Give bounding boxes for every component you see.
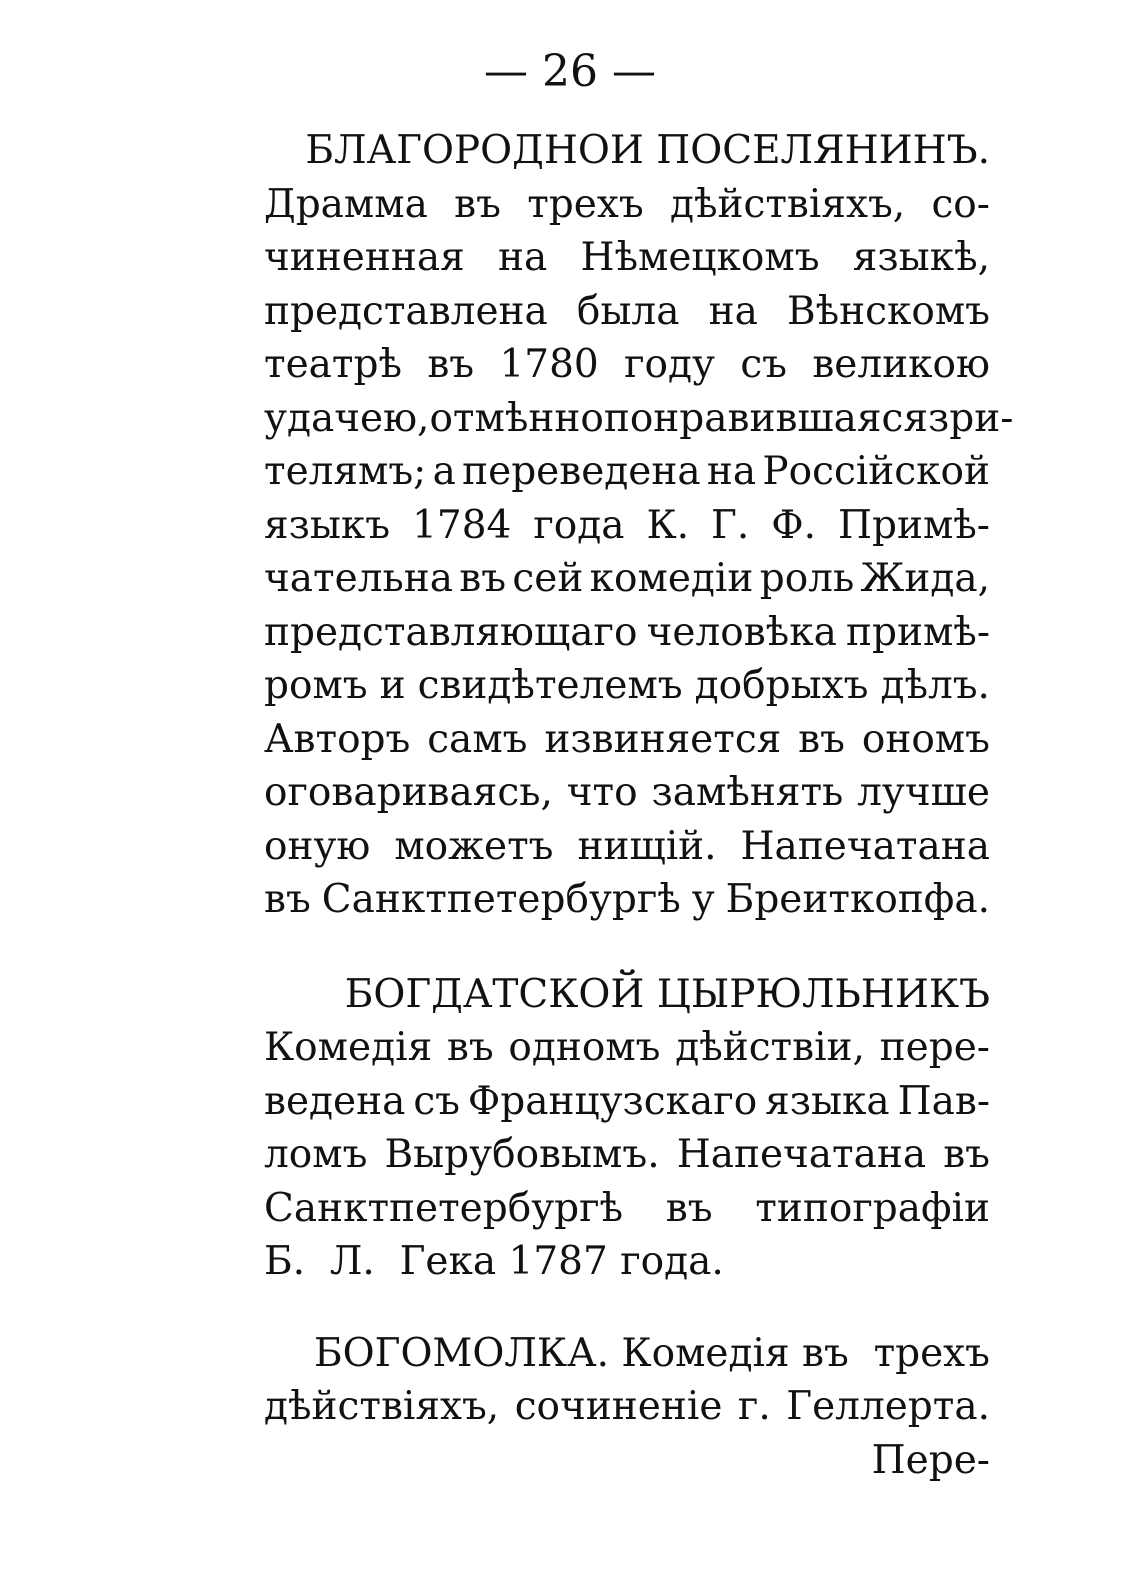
text-line — [264, 338, 990, 392]
word: въ — [459, 556, 507, 601]
word: на — [497, 235, 548, 280]
word: примѣ- — [846, 609, 990, 655]
text-line — [264, 606, 990, 660]
text-line — [264, 178, 990, 232]
word: въ — [264, 877, 311, 922]
word: отмѣнно — [429, 395, 604, 441]
word: 1784 — [412, 502, 512, 548]
catchword — [264, 1434, 990, 1488]
word: языкъ — [264, 502, 391, 548]
word: со- — [931, 181, 990, 227]
word: Французскаго — [467, 1078, 758, 1124]
word: Пере- — [871, 1437, 990, 1483]
word: зри- — [927, 395, 1014, 441]
text-line — [264, 873, 990, 927]
word: представляющаго — [264, 609, 638, 655]
word: Комедія — [621, 1330, 790, 1376]
word: можетъ — [394, 823, 554, 869]
word: въ — [798, 716, 845, 762]
text-line — [264, 1182, 990, 1236]
word: г. — [737, 1384, 771, 1429]
text-line — [264, 231, 990, 285]
entry-separator — [264, 927, 990, 968]
word: лучше — [857, 770, 990, 815]
word: Напечатана — [740, 823, 990, 869]
text-line — [264, 713, 990, 767]
word: а — [432, 449, 456, 494]
entry-separator — [264, 1289, 990, 1327]
entry-title — [264, 968, 990, 1022]
word: Геллерта. — [786, 1384, 990, 1429]
word: замѣнять — [651, 770, 844, 815]
word: сей — [512, 556, 584, 601]
word: добрыхъ — [694, 663, 869, 708]
word: трехъ — [873, 1330, 990, 1376]
word: Россійской — [762, 449, 990, 494]
word: человѣка — [646, 609, 837, 655]
word: года. — [620, 1239, 724, 1284]
word: Вырубовымъ. — [384, 1132, 660, 1177]
word: трехъ — [527, 181, 644, 227]
text-line — [264, 1021, 990, 1075]
word: Санктпетербургѣ — [321, 877, 681, 922]
word: года — [533, 502, 625, 548]
word: что — [566, 770, 638, 815]
word: чиненная — [264, 235, 465, 280]
word: Б. — [264, 1239, 306, 1284]
word: Ф. — [771, 502, 817, 548]
word: дѣйствіяхъ, — [264, 1384, 500, 1429]
word: году — [624, 342, 715, 387]
word: на — [706, 449, 757, 494]
word: комедіи — [589, 556, 754, 601]
word: Драмма — [264, 181, 428, 227]
word: Комедія — [264, 1025, 433, 1070]
text-column — [264, 124, 1014, 1487]
word: БЛАГОРОДНОИ ПОСЕЛЯНИНЪ. — [305, 128, 990, 173]
text-line — [264, 445, 990, 499]
word: оную — [264, 823, 371, 869]
text-line — [264, 392, 1014, 446]
word: ономъ — [861, 716, 990, 762]
text-line — [264, 659, 990, 713]
word: Вѣнскомъ — [786, 288, 990, 334]
word: К. — [646, 502, 690, 548]
text-line — [264, 766, 990, 820]
word: театрѣ — [264, 342, 402, 387]
text-line — [264, 499, 990, 553]
word: Примѣ- — [837, 502, 990, 548]
text-line — [264, 1128, 990, 1182]
word: типографіи — [755, 1185, 990, 1231]
page-number: — 26 — — [484, 46, 656, 97]
word: Санктпетербургѣ — [264, 1185, 624, 1231]
word: съ — [740, 342, 787, 387]
word: Гека — [399, 1239, 497, 1284]
word: одномъ — [508, 1025, 661, 1070]
word: представлена — [264, 288, 548, 334]
word: Л. — [329, 1239, 375, 1284]
entry-bogomolka — [264, 1327, 990, 1488]
word: на — [708, 288, 758, 334]
word: Напечатана — [676, 1132, 927, 1177]
word: въ — [801, 1330, 849, 1376]
word: Г. — [711, 502, 750, 548]
entry-bogdatskoi-tsyryulnik — [264, 968, 990, 1289]
word: Пав- — [897, 1078, 990, 1124]
entry-title — [264, 124, 990, 178]
word: свидѣтелемъ — [417, 663, 683, 708]
text-line — [264, 1327, 990, 1381]
word: пере- — [879, 1025, 990, 1070]
word: БОГОМОЛКА. — [314, 1330, 609, 1376]
text-line — [264, 1380, 990, 1434]
word: Авторъ — [264, 716, 411, 762]
word: самъ — [427, 716, 528, 762]
word: Жида, — [860, 556, 990, 601]
word: Бреиткопфа. — [725, 877, 990, 922]
word: въ — [943, 1132, 990, 1177]
word: извиняется — [544, 716, 782, 762]
text-line — [264, 285, 990, 339]
word: въ — [454, 181, 501, 227]
word: телямъ; — [264, 449, 427, 494]
word: удачею, — [264, 395, 430, 441]
word: дѣйствіяхъ, — [669, 181, 906, 227]
word: БОГДАТСКОЙ ЦЫРЮЛЬНИКЪ — [344, 971, 990, 1017]
word: съ — [413, 1078, 460, 1124]
text-line — [264, 1075, 990, 1129]
word: нищій. — [577, 823, 717, 869]
word: была — [576, 288, 680, 334]
word: оговариваясь, — [264, 770, 553, 815]
word: чательна — [264, 556, 453, 601]
text-line — [264, 820, 990, 874]
word: ведена — [264, 1078, 406, 1124]
entry-blagorodnoi-poselyanin — [264, 124, 1014, 927]
text-line — [264, 552, 990, 606]
word: въ — [665, 1185, 713, 1231]
word: понравившаяся — [603, 395, 928, 441]
word: въ — [427, 342, 475, 387]
word: переведена — [462, 449, 701, 494]
word: ломъ — [264, 1132, 368, 1177]
word: 1787 — [508, 1239, 608, 1284]
word: и — [379, 663, 406, 708]
word: сочиненіе — [514, 1384, 723, 1429]
word: Нѣмецкомъ — [580, 235, 820, 280]
word: языка — [765, 1078, 890, 1124]
word: ромъ — [264, 663, 368, 708]
word: въ — [446, 1025, 494, 1070]
word: роль — [759, 556, 855, 601]
word: у — [691, 877, 715, 922]
word: 1780 — [499, 342, 599, 387]
text-line — [264, 1235, 990, 1289]
word: дѣлъ. — [880, 663, 990, 708]
word: великою — [812, 342, 990, 387]
word: дѣйствіи, — [675, 1025, 865, 1070]
word: языкѣ, — [852, 235, 990, 280]
